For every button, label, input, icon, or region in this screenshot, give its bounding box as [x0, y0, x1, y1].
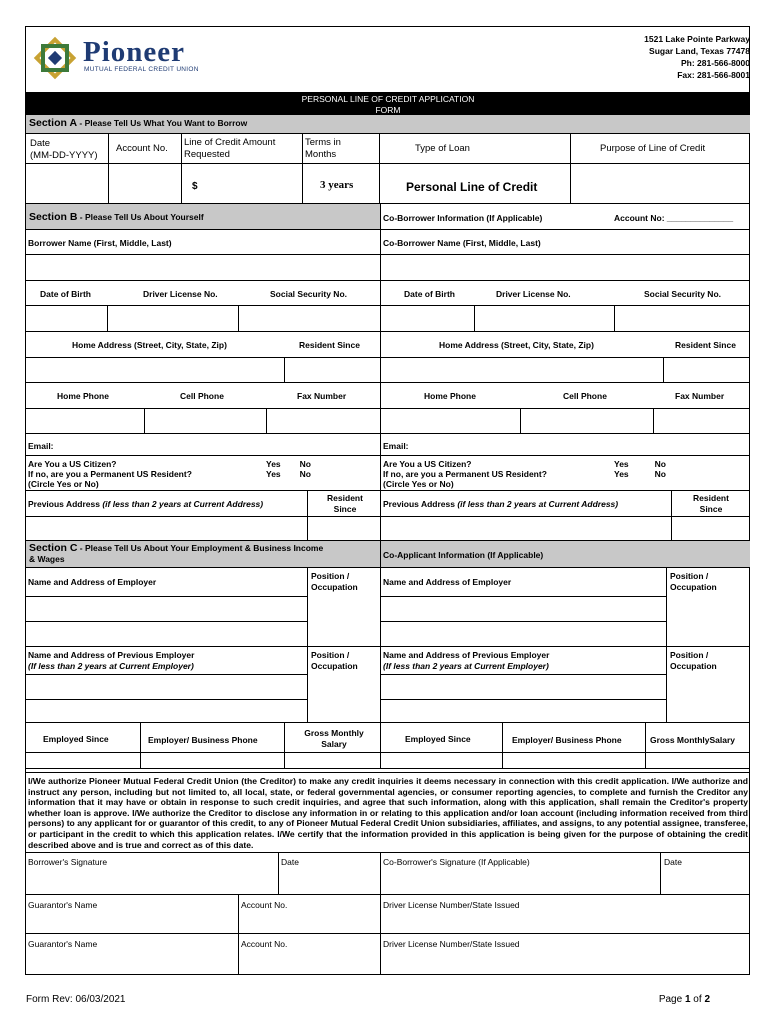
co-resident-since-label: Resident Since: [675, 340, 736, 350]
form-title-line2: FORM: [375, 105, 401, 115]
guarantor-name-label-2: Guarantor's Name: [28, 939, 98, 949]
coborrower-account-no: Account No: ______________: [614, 213, 734, 223]
co-dl-label: Driver License No.: [496, 289, 571, 299]
form-title: PERSONAL LINE OF CREDIT APPLICATION: [301, 94, 475, 104]
purpose-label: Purpose of Line of Credit: [600, 143, 706, 154]
co-employer-label: Name and Address of Employer: [383, 577, 512, 587]
co-citizen-question: Are You a US Citizen? If no, are you a Permanent US Resident? (Circle Yes or No): [383, 459, 547, 489]
co-dob-label: Date of Birth: [404, 289, 455, 299]
employer-label: Name and Address of Employer: [28, 577, 157, 587]
logo-name: Pioneer: [83, 36, 186, 68]
loc-amount-label: Line of Credit Amount Requested: [184, 137, 276, 160]
email-label: Email:: [28, 441, 54, 451]
terms-label: Terms in Months: [305, 137, 341, 160]
coborrower-date-label: Date: [664, 857, 682, 867]
co-citizen-yes-no: Yes No Yes No: [614, 459, 666, 479]
co-position-label: Position / Occupation: [670, 571, 717, 592]
co-fax-label: Fax Number: [675, 391, 725, 401]
type-of-loan-value: Personal Line of Credit: [406, 180, 538, 194]
co-home-phone-label: Home Phone: [424, 391, 476, 401]
address-block: [644, 33, 750, 81]
terms-value: 3 years: [320, 179, 354, 191]
prev-position-label: Position / Occupation: [311, 650, 358, 671]
dl-label: Driver License No.: [143, 289, 218, 299]
type-of-loan-label: Type of Loan: [415, 143, 470, 154]
employer-phone-label: Employer/ Business Phone: [148, 735, 258, 745]
ssn-label: Social Security No.: [270, 289, 347, 299]
prev-employer-label: Name and Address of Previous Employer (If less than 2 years at Current Employer): [28, 650, 195, 671]
form-revision: Form Rev: 06/03/2021: [26, 994, 126, 1005]
fax-label: Fax Number: [297, 391, 347, 401]
co-prev-employer-label: Name and Address of Previous Employer (If less than 2 years at Current Employer): [383, 650, 550, 671]
borrower-signature-label: Borrower's Signature: [28, 857, 108, 867]
co-prev-position-label: Position / Occupation: [670, 650, 717, 671]
guarantor-account-label-2: Account No.: [241, 939, 288, 949]
phone-line: Ph: 281-566-8000: [681, 58, 750, 68]
home-address-label: Home Address (Street, City, State, Zip): [72, 340, 227, 350]
guarantor-account-label: Account No.: [241, 900, 288, 910]
address-line: 1521 Lake Pointe Parkway: [644, 34, 750, 44]
prev-resident-since-label: Resident Since: [327, 493, 363, 514]
account-no-label: Account No.: [116, 143, 168, 154]
co-prev-address-label: Previous Address (if less than 2 years at Current Address): [383, 499, 619, 509]
borrower-name-label: Borrower Name (First, Middle, Last): [28, 238, 172, 248]
home-phone-label: Home Phone: [57, 391, 109, 401]
guarantor-dl-label: Driver License Number/State Issued: [383, 900, 520, 910]
fax-line: Fax: 281-566-8001: [677, 70, 750, 80]
co-prev-resident-since-label: Resident Since: [693, 493, 729, 514]
co-gross-monthly-label: Gross MonthlySalary: [650, 735, 736, 745]
co-employed-since-label: Employed Since: [405, 734, 471, 744]
guarantor-name-label: Guarantor's Name: [28, 900, 98, 910]
form-title-bar: [26, 92, 750, 116]
prev-address-label: Previous Address (if less than 2 years at Current Address): [28, 499, 264, 509]
coborrower-signature-label: Co-Borrower's Signature (If Applicable): [383, 857, 530, 867]
authorization-text: I/We authorize Pioneer Mutual Federal Credit Union (the Creditor) to make any credit inquiries it deems necessary in connection with this credit application. I/We authorize and instruct any person, including but not limited to, all local, state, or federal governmental agencies, or consumer reporting agencies, to complete and furnish the Creditor any information that it may have or obtain in response to such credit inquiries, and agree that such information, along with this application, shall remain the Creditor's property whether loan is approve. I/We authorize the Creditor to disclose any information in or relating to this application and/or loan account (including information received from third persons) to any applicant for or guarantor of this credit, to any of Pioneer Mutual Federal Credit Union subsidiaries, affiliates, and assigns, to any potential assignee, transferee, or participant in the credit to which this application relates. I/We certify that the information provided in this application is being given for the purpose of obtaining the credit described above and is true and correct as of this date.: [28, 776, 748, 850]
page-number: Page 1 of 2: [658, 994, 710, 1005]
co-ssn-label: Social Security No.: [644, 289, 721, 299]
date-label: Date (MM-DD-YYYY): [30, 138, 98, 161]
logo: [33, 36, 203, 80]
logo-emblem-icon: [33, 36, 77, 80]
gross-monthly-label: Gross Monthly Salary: [304, 728, 364, 749]
citizen-yes-no: Yes No Yes No: [266, 459, 311, 479]
section-b-title: Section B - Please Tell Us About Yourself: [29, 211, 204, 223]
logo-subtitle: MUTUAL FEDERAL CREDIT UNION: [84, 66, 199, 73]
coborrower-name-label: Co-Borrower Name (First, Middle, Last): [383, 238, 541, 248]
cell-phone-label: Cell Phone: [180, 391, 224, 401]
citizen-question: Are You a US Citizen? If no, are you a Permanent US Resident? (Circle Yes or No): [28, 459, 192, 489]
section-c-title: Section C - Please Tell Us About Your Employment & Business Income & Wages: [29, 542, 324, 564]
section-a-title: Section A - Please Tell Us What You Want to Borrow: [29, 117, 248, 129]
borrower-date-label: Date: [281, 857, 299, 867]
position-label: Position / Occupation: [311, 571, 358, 592]
address-line: Sugar Land, Texas 77478: [649, 46, 750, 56]
resident-since-label: Resident Since: [299, 340, 360, 350]
co-cell-phone-label: Cell Phone: [563, 391, 607, 401]
co-home-address-label: Home Address (Street, City, State, Zip): [439, 340, 594, 350]
coborrower-title: Co-Borrower Information (If Applicable): [383, 213, 543, 223]
employed-since-label: Employed Since: [43, 734, 109, 744]
coapplicant-title: Co-Applicant Information (If Applicable): [383, 550, 544, 560]
co-email-label: Email:: [383, 441, 409, 451]
co-employer-phone-label: Employer/ Business Phone: [512, 735, 622, 745]
guarantor-dl-label-2: Driver License Number/State Issued: [383, 939, 520, 949]
dollar-sign: $: [192, 181, 198, 192]
dob-label: Date of Birth: [40, 289, 91, 299]
